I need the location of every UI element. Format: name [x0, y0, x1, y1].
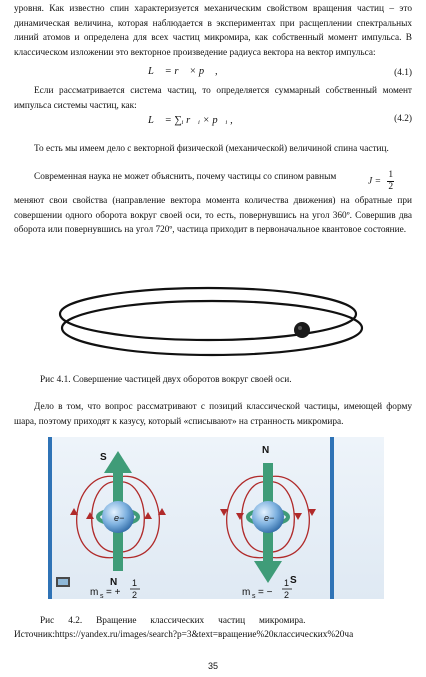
spin-up-electron: e− [114, 513, 125, 523]
equation-4-2: L⃗ = ∑ᵢ r⃗ᵢ × p⃗ᵢ , [148, 115, 233, 126]
paragraph-classical-ball: Дело в том, что вопрос рассматривают с позиций классической частицы, имеющей форму шара, поэтому приходят к казусу, который «списывают» на странность микромира. [14, 402, 412, 427]
film-icon [56, 577, 70, 587]
equation-4-2-number: (4.2) [394, 114, 412, 124]
paragraph-vector-quantity: То есть мы имеем дело с векторной физической (механической) величиной спина частиц. [34, 144, 389, 154]
spin-j-label: J = [368, 176, 382, 187]
equation-4-1-number: (4.1) [394, 68, 412, 78]
paragraph-spin-intro: уровня. Как известно спин характеризуется механическим свойством вращения частиц – это динамическая величина, которая наблюдается в экспериментах при расщеплении спектральных линий атомов и определена для всех частиц микромира, как собственный момент импульса. В классическом изложении это векторное произведение радиуса вектора на вектор импульса: [14, 4, 412, 58]
spin-down-sign: = − [258, 587, 273, 598]
spin-down-bottom-pole: S [290, 575, 297, 586]
figure-4-2-caption-line1: Рис 4.2. Вращение классических частиц микромира. [40, 616, 306, 626]
spin-half-numerator: 1 [388, 170, 394, 180]
spin-half-denominator: 2 [388, 182, 394, 192]
spin-down-m-label: m [242, 587, 251, 598]
spin-up-top-pole: S [100, 452, 107, 463]
spin-up-numerator: 1 [132, 578, 138, 588]
spin-half-fraction [368, 170, 394, 193]
spin-up-denominator: 2 [132, 590, 138, 599]
spin-down-numerator: 1 [284, 578, 290, 588]
paragraph-system-of-particles: Если рассматривается система частиц, то определяется суммарный собственный момент импульса системы частиц, как: [14, 86, 412, 111]
spin-up-m-label: m [90, 587, 99, 598]
figure-4-2-caption-line2: Источник:https://yandex.ru/images/search?p=3&text=вращение%20классических%20ча [14, 630, 354, 640]
particle-ball [294, 322, 310, 338]
figure-spin-orientations [48, 437, 384, 599]
spin-up-sign: = + [106, 587, 121, 598]
spin-down-denominator: 2 [284, 590, 290, 599]
equation-4-1: L⃗ = r⃗ × p⃗ , [148, 66, 218, 77]
spin-down-top-pole: N [262, 445, 270, 456]
paragraph-spin-half-end: меняют свои свойства (направление вектора момента количества движения) на обратные при совершении одного оборота вокруг своей оси, то есть, повернувшись на угол 360º. Совершив два оборота или повернувшись на угол 720º, частица приходит в первоначальное квантовое состояние. [14, 196, 412, 236]
spin-up-m-subscript: s [100, 593, 104, 599]
spin-up-bottom-pole: N [110, 577, 118, 588]
spin-down-electron: e− [264, 513, 275, 523]
paragraph-spin-half-start: Современная наука не может объяснить, почему частицы со спином равным [34, 172, 337, 182]
figure-4-1-caption: Рис 4.1. Совершение частицей двух оборотов вокруг своей оси. [40, 375, 292, 385]
spin-down-m-subscript: s [252, 593, 256, 599]
figure-double-rotation [40, 272, 380, 370]
page-number: 35 [207, 661, 218, 671]
